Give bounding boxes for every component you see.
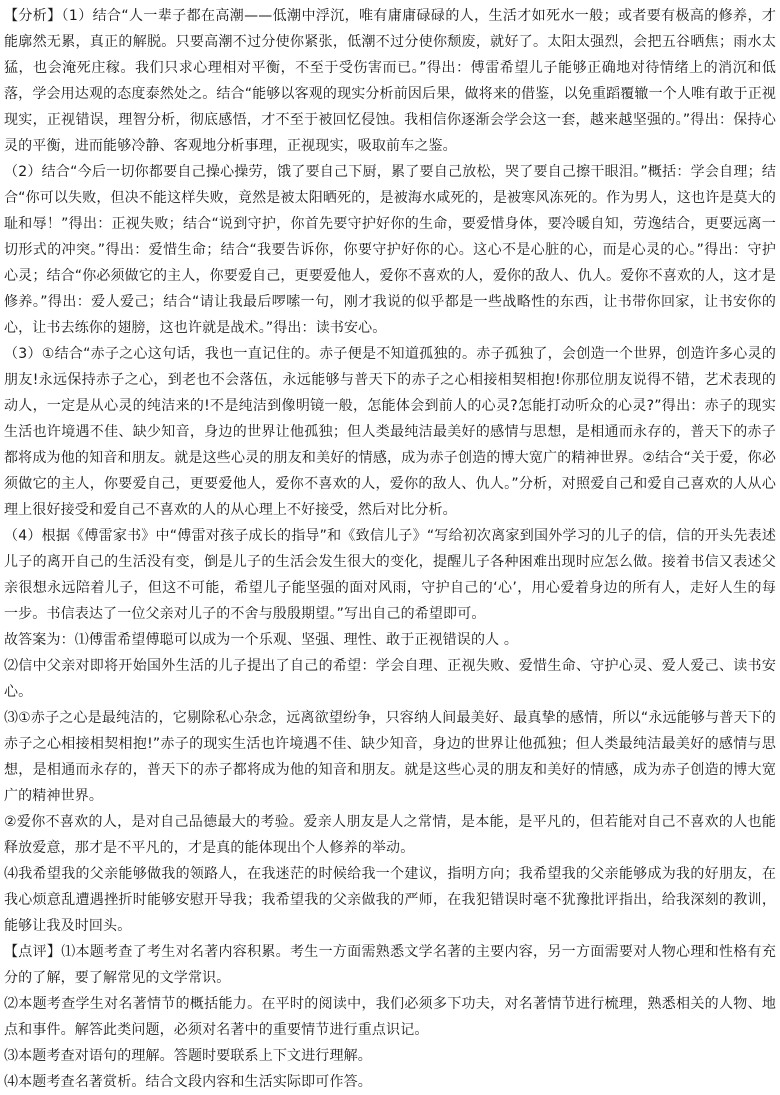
comment-4: ⑷本题考查名著赏析。结合文段内容和生活实际即可作答。 xyxy=(4,1074,372,1090)
comment-1: 【点评】⑴本题考查了考生对名著内容积累。考生一方面需熟悉文学名著的主要内容，另一方面需要对人物心理和性格有充分的了解，要了解常见的文学常识。 xyxy=(4,944,776,986)
comment-2: ⑵本题考查学生对名著情节的概括能力。在平时的阅读中，我们必须多下功夫，对名著情节进行梳理，熟悉相关的人物、地点和事件。解答此类问题，必须对名著中的重要情节进行重点识记。 xyxy=(4,996,776,1038)
comment-3: ⑶本题考查对语句的理解。答题时要联系上下文进行理解。 xyxy=(4,1048,372,1064)
answer-2: ⑵信中父亲对即将开始国外生活的儿子提出了自己的希望：学会自理、正视失败、爱惜生命、守护心灵、爱人爱己、读书安心。 xyxy=(4,658,776,700)
answer-3-2: ②爱你不喜欢的人，是对自己品德最大的考验。爱亲人朋友是人之常情，是本能，是平凡的，但若能对自己不喜欢的人也能释放爱意，那才是不平凡的，才是真的能体现出个人修养的举动。 xyxy=(4,814,776,856)
answer-3-1: ⑶①赤子之心是最纯洁的，它剔除私心杂念，远离欲望纷争，只容纳人间最美好、最真挚的感情，所以“永远能够与普天下的赤子之心相接相契相抱!”赤子的现实生活也许境遇不佳、缺少知音，身边的世界让他孤独；但人类最纯洁最美好的感情与思想，是相通而永存的，普天下的赤子都将成为他的知音和朋友。就是这些心灵的朋友和美好的情感，成为赤子创造的博大宽广的精神世界。 xyxy=(4,710,776,804)
analysis-part-4: （4）根据《傅雷家书》中“傅雷对孩子成长的指导”和《致信儿子》“写给初次离家到国外学习的儿子的信，信的开头先表述儿子的离开自己的生活没有变，倒是儿子的生活会发生很大的变化，提醒儿子各种困难出现时应怎么做。接着书信又表述父亲很想永远陪着儿子，但这不可能，希望儿子能坚强的面对风雨，守护自己的‘心’，用心爱着身边的所有人，走好人生的每一步。书信表达了一位父亲对儿子的不舍与殷殷期望。”写出自己的希望即可。 xyxy=(4,528,776,622)
answer-4: ⑷我希望我的父亲能够做我的领路人，在我迷茫的时候给我一个建议，指明方向；我希望我的父亲能够成为我的好朋友，在我心烦意乱遭遇挫折时能够安慰开导我；我希望我的父亲做我的严师，在我犯错误时毫不犹豫批评指出，给我深刻的教训，能够让我及时回头。 xyxy=(4,866,776,934)
analysis-part-1: 【分析】（1）结合“人一辈子都在高潮——低潮中浮沉，唯有庸庸碌碌的人，生活才如死水一般；或者要有极高的修养，才能廓然无累，真正的解脱。只要高潮不过分使你紧张，低潮不过分使你颓废，就好了。太阳太强烈，会把五谷晒焦；雨水太猛，也会淹死庄稼。我们只求心理相对平衡，不至于受伤害而已。”得出：傅雷希望儿子能够正确地对待情绪上的消沉和低落，学会用达观的态度泰然处之。结合“能够以客观的现实分析前因后果，做将来的借鉴，以免重蹈覆辙一个人唯有敢于正视现实，正视错误，理智分析，彻底感悟，才不至于被回忆侵蚀。我相信你逐渐会学会这一套，越来越坚强的。”得出：保持心灵的平衡，进而能够冷静、客观地分析事理，正视现实，吸取前车之鉴。 xyxy=(4,8,776,154)
analysis-part-3: （3）①结合“赤子之心这句话，我也一直记住的。赤子便是不知道孤独的。赤子孤独了，会创造一个世界，创造许多心灵的朋友!永远保持赤子之心，到老也不会落伍，永远能够与普天下的赤子之心相接相契相抱!你那位朋友说得不错，艺术表现的动人，一定是从心灵的纯洁来的!不是纯洁到像明镜一般，怎能体会到前人的心灵?怎能打动听众的心灵?”得出：赤子的现实生活也许境遇不佳、缺少知音，身边的世界让他孤独；但人类最纯洁最美好的感情与思想，是相通而永存的，普天下的赤子都将成为他的知音和朋友。就是这些心灵的朋友和美好的情感，成为赤子创造的博大宽广的精神世界。②结合“关于爱，你必须做它的主人，你要爱自己，更要爱他人，爱你不喜欢的人，爱你的敌人、仇人。”分析，对照爱自己和爱自己喜欢的人从心理上很好接受和爱自己不喜欢的人的从心理上不好接受，然后对比分析。 xyxy=(4,346,776,518)
analysis-part-2: （2）结合“今后一切你都要自己操心操劳，饿了要自己下厨，累了要自己放松，哭了要自己擦干眼泪。”概括：学会自理；结合“你可以失败，但决不能这样失败，竟然是被太阳晒死的，是被海水咸死的，是被寒风冻死的。作为男人，这也许是莫大的耻和辱！”得出：正视失败；结合“说到守护，你首先要守护好你的生命，要爱惜身体，要冷暖自知，劳逸结合，更要远离一切形式的冲突。”得出：爱惜生命；结合“我要告诉你，你要守护好你的心。这心不是心脏的心，而是心灵的心。”得出：守护心灵；结合“你必须做它的主人，你要爱自己，更要爱他人，爱你不喜欢的人，爱你的敌人、仇人。爱你不喜欢的人，这才是修养。”得出：爱人爱己；结合“请让我最后啰嗦一句，刚才我说的似乎都是一些战略性的东西，让书带你回家，让书安你的心，让书去练你的翅膀，这也许就是战术。”得出：读书安心。 xyxy=(4,164,776,336)
answer-intro: 故答案为：⑴傅雷希望傅聪可以成为一个乐观、坚强、理性、敢于正视错误的人 。 xyxy=(4,632,518,648)
